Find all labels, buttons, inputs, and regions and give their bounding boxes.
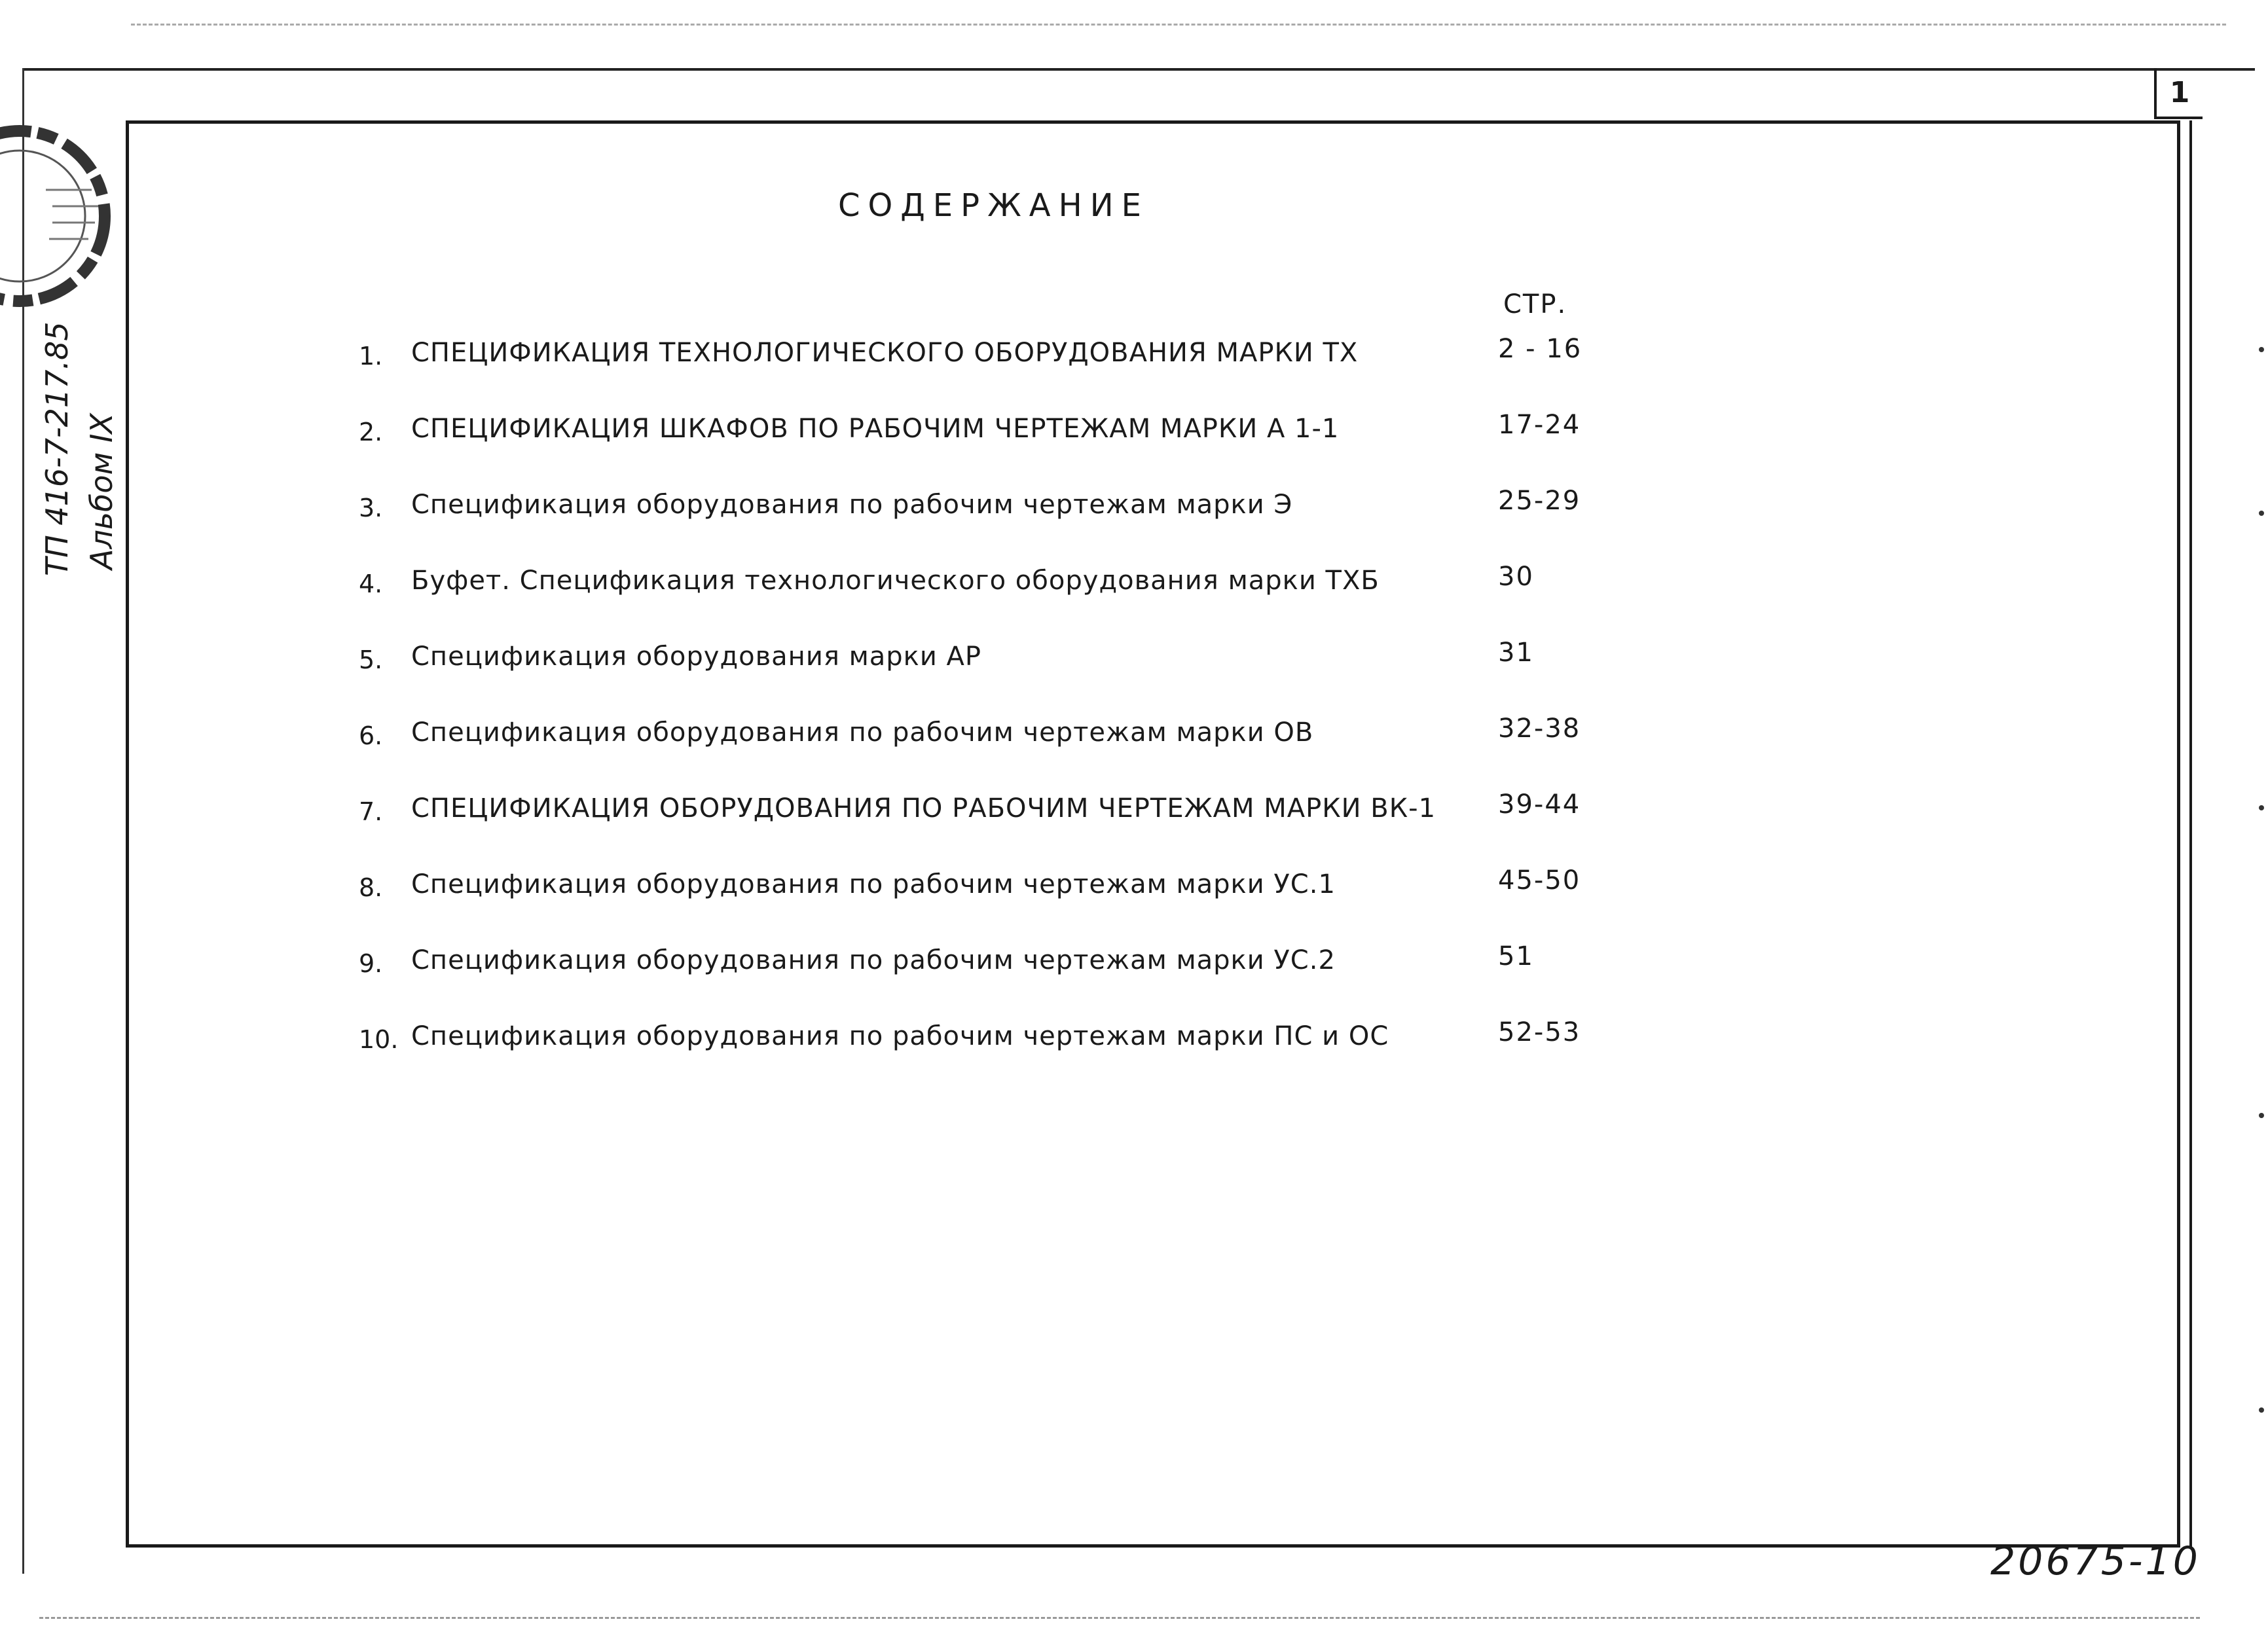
toc-title: Спецификация оборудования по рабочим чертежам марки УС.1 [411, 869, 1336, 899]
table-of-contents [359, 327, 1996, 1087]
toc-pages: 51 [1498, 941, 1534, 971]
pages-column-header: СТР. [1503, 289, 1567, 319]
side-album: Альбом IX [84, 413, 119, 570]
toc-number: 6. [359, 721, 383, 750]
toc-title: Спецификация оборудования по рабочим чертежам марки ПС и ОС [411, 1021, 1389, 1051]
toc-row [359, 479, 1996, 555]
scan-speck [2259, 511, 2264, 516]
toc-row [359, 403, 1996, 479]
toc-pages: 39-44 [1498, 789, 1581, 820]
toc-title: СПЕЦИФИКАЦИЯ ШКАФОВ ПО РАБОЧИМ ЧЕРТЕЖАМ МАРКИ А 1-1 [411, 414, 1340, 444]
page-title: СОДЕРЖАНИЕ [838, 187, 1149, 224]
toc-pages: 52-53 [1498, 1017, 1581, 1047]
toc-title: Спецификация оборудования по рабочим чертежам марки ОВ [411, 717, 1314, 748]
toc-row [359, 555, 1996, 631]
toc-pages: 30 [1498, 562, 1534, 592]
scan-speck [2259, 1113, 2264, 1118]
toc-row [359, 327, 1996, 403]
toc-row [359, 783, 1996, 859]
toc-pages: 31 [1498, 638, 1534, 668]
toc-row [359, 631, 1996, 707]
toc-number: 4. [359, 570, 383, 598]
scan-speck [2259, 805, 2264, 810]
toc-row [359, 1011, 1996, 1087]
toc-pages: 32-38 [1498, 714, 1581, 744]
scan-speck [2259, 347, 2264, 352]
side-doc-code: ТП 416-7-217.85 [39, 321, 75, 576]
approval-stamp-icon [0, 118, 118, 314]
right-frame-strip [2189, 120, 2192, 1548]
toc-pages: 17-24 [1498, 410, 1581, 440]
toc-title: Буфет. Спецификация технологического оборудования марки ТХБ [411, 566, 1380, 596]
toc-number: 1. [359, 342, 383, 371]
sheet-number: 1 [2154, 68, 2203, 119]
toc-number: 10. [359, 1025, 399, 1054]
outer-frame-top [22, 68, 2255, 71]
toc-number: 3. [359, 494, 383, 522]
scan-edge-bottom [39, 1617, 2200, 1619]
scan-speck [2259, 1407, 2264, 1413]
toc-title: СПЕЦИФИКАЦИЯ ТЕХНОЛОГИЧЕСКОГО ОБОРУДОВАНИЯ МАРКИ ТХ [411, 338, 1359, 368]
toc-number: 7. [359, 797, 383, 826]
toc-pages: 2 - 16 [1498, 334, 1582, 364]
toc-row [359, 707, 1996, 783]
toc-title: Спецификация оборудования по рабочим чертежам марки Э [411, 490, 1293, 520]
toc-title: Спецификация оборудования по рабочим чертежам марки УС.2 [411, 945, 1336, 975]
toc-number: 9. [359, 949, 383, 978]
scan-edge-top [131, 24, 2226, 26]
toc-number: 8. [359, 873, 383, 902]
toc-pages: 25-29 [1498, 486, 1581, 516]
archive-number: 20675-10 [1990, 1538, 2201, 1584]
toc-title: СПЕЦИФИКАЦИЯ ОБОРУДОВАНИЯ ПО РАБОЧИМ ЧЕРТЕЖАМ МАРКИ ВК-1 [411, 793, 1436, 824]
toc-row [359, 859, 1996, 935]
toc-number: 2. [359, 418, 383, 446]
toc-number: 5. [359, 645, 383, 674]
toc-pages: 45-50 [1498, 865, 1581, 896]
toc-title: Спецификация оборудования марки АР [411, 642, 982, 672]
toc-row [359, 935, 1996, 1011]
